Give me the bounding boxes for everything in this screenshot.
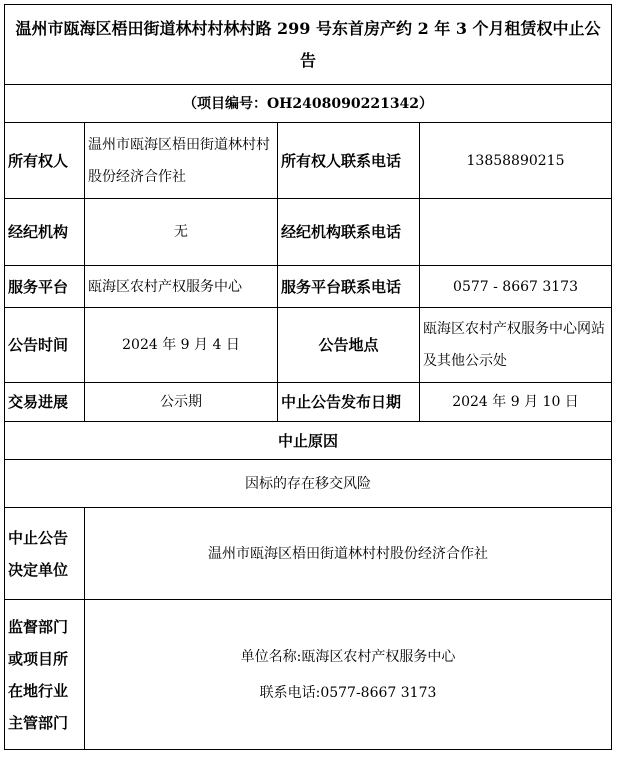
project-number: （项目编号：OH2408090221342） bbox=[5, 85, 612, 123]
platform-label: 服务平台 bbox=[5, 266, 85, 308]
supervisor-phone: 联系电话:0577-8667 3173 bbox=[259, 684, 437, 701]
progress-label: 交易进展 bbox=[5, 383, 85, 422]
supervisor-unit: 单位名称:瓯海区农村产权服务中心 bbox=[240, 648, 456, 665]
decision-label: 中止公告决定单位 bbox=[5, 508, 85, 600]
notice-title: 温州市瓯海区梧田街道林村村林村路 299 号东首房产约 2 年 3 个月租赁权中止公告 bbox=[5, 5, 612, 85]
owner-value: 温州市瓯海区梧田街道林村村股份经济合作社 bbox=[85, 123, 278, 199]
broker-phone-label: 经纪机构联系电话 bbox=[278, 199, 420, 266]
notice-place-value: 瓯海区农村产权服务中心网站及其他公示处 bbox=[420, 308, 612, 383]
platform-phone-label: 服务平台联系电话 bbox=[278, 266, 420, 308]
supervisor-info bbox=[85, 600, 612, 750]
broker-value: 无 bbox=[85, 199, 278, 266]
progress-value: 公示期 bbox=[85, 383, 278, 422]
broker-phone-value bbox=[420, 199, 612, 266]
platform-value: 瓯海区农村产权服务中心 bbox=[85, 266, 278, 308]
suspend-date-label: 中止公告发布日期 bbox=[278, 383, 420, 422]
reason-header: 中止原因 bbox=[5, 422, 612, 460]
broker-label: 经纪机构 bbox=[5, 199, 85, 266]
reason-text: 因标的存在移交风险 bbox=[5, 460, 612, 508]
notice-time-label: 公告时间 bbox=[5, 308, 85, 383]
supervisor-label: 监督部门或项目所在地行业主管部门 bbox=[5, 600, 85, 750]
notice-time-value: 2024 年 9 月 4 日 bbox=[85, 308, 278, 383]
owner-phone-value: 13858890215 bbox=[420, 123, 612, 199]
notice-place-label: 公告地点 bbox=[278, 308, 420, 383]
owner-phone-label: 所有权人联系电话 bbox=[278, 123, 420, 199]
suspend-date-value: 2024 年 9 月 10 日 bbox=[420, 383, 612, 422]
owner-label: 所有权人 bbox=[5, 123, 85, 199]
notice-table bbox=[4, 4, 612, 750]
platform-phone-value: 0577 - 8667 3173 bbox=[420, 266, 612, 308]
notice-page bbox=[4, 4, 611, 750]
decision-value: 温州市瓯海区梧田街道林村村股份经济合作社 bbox=[85, 508, 612, 600]
